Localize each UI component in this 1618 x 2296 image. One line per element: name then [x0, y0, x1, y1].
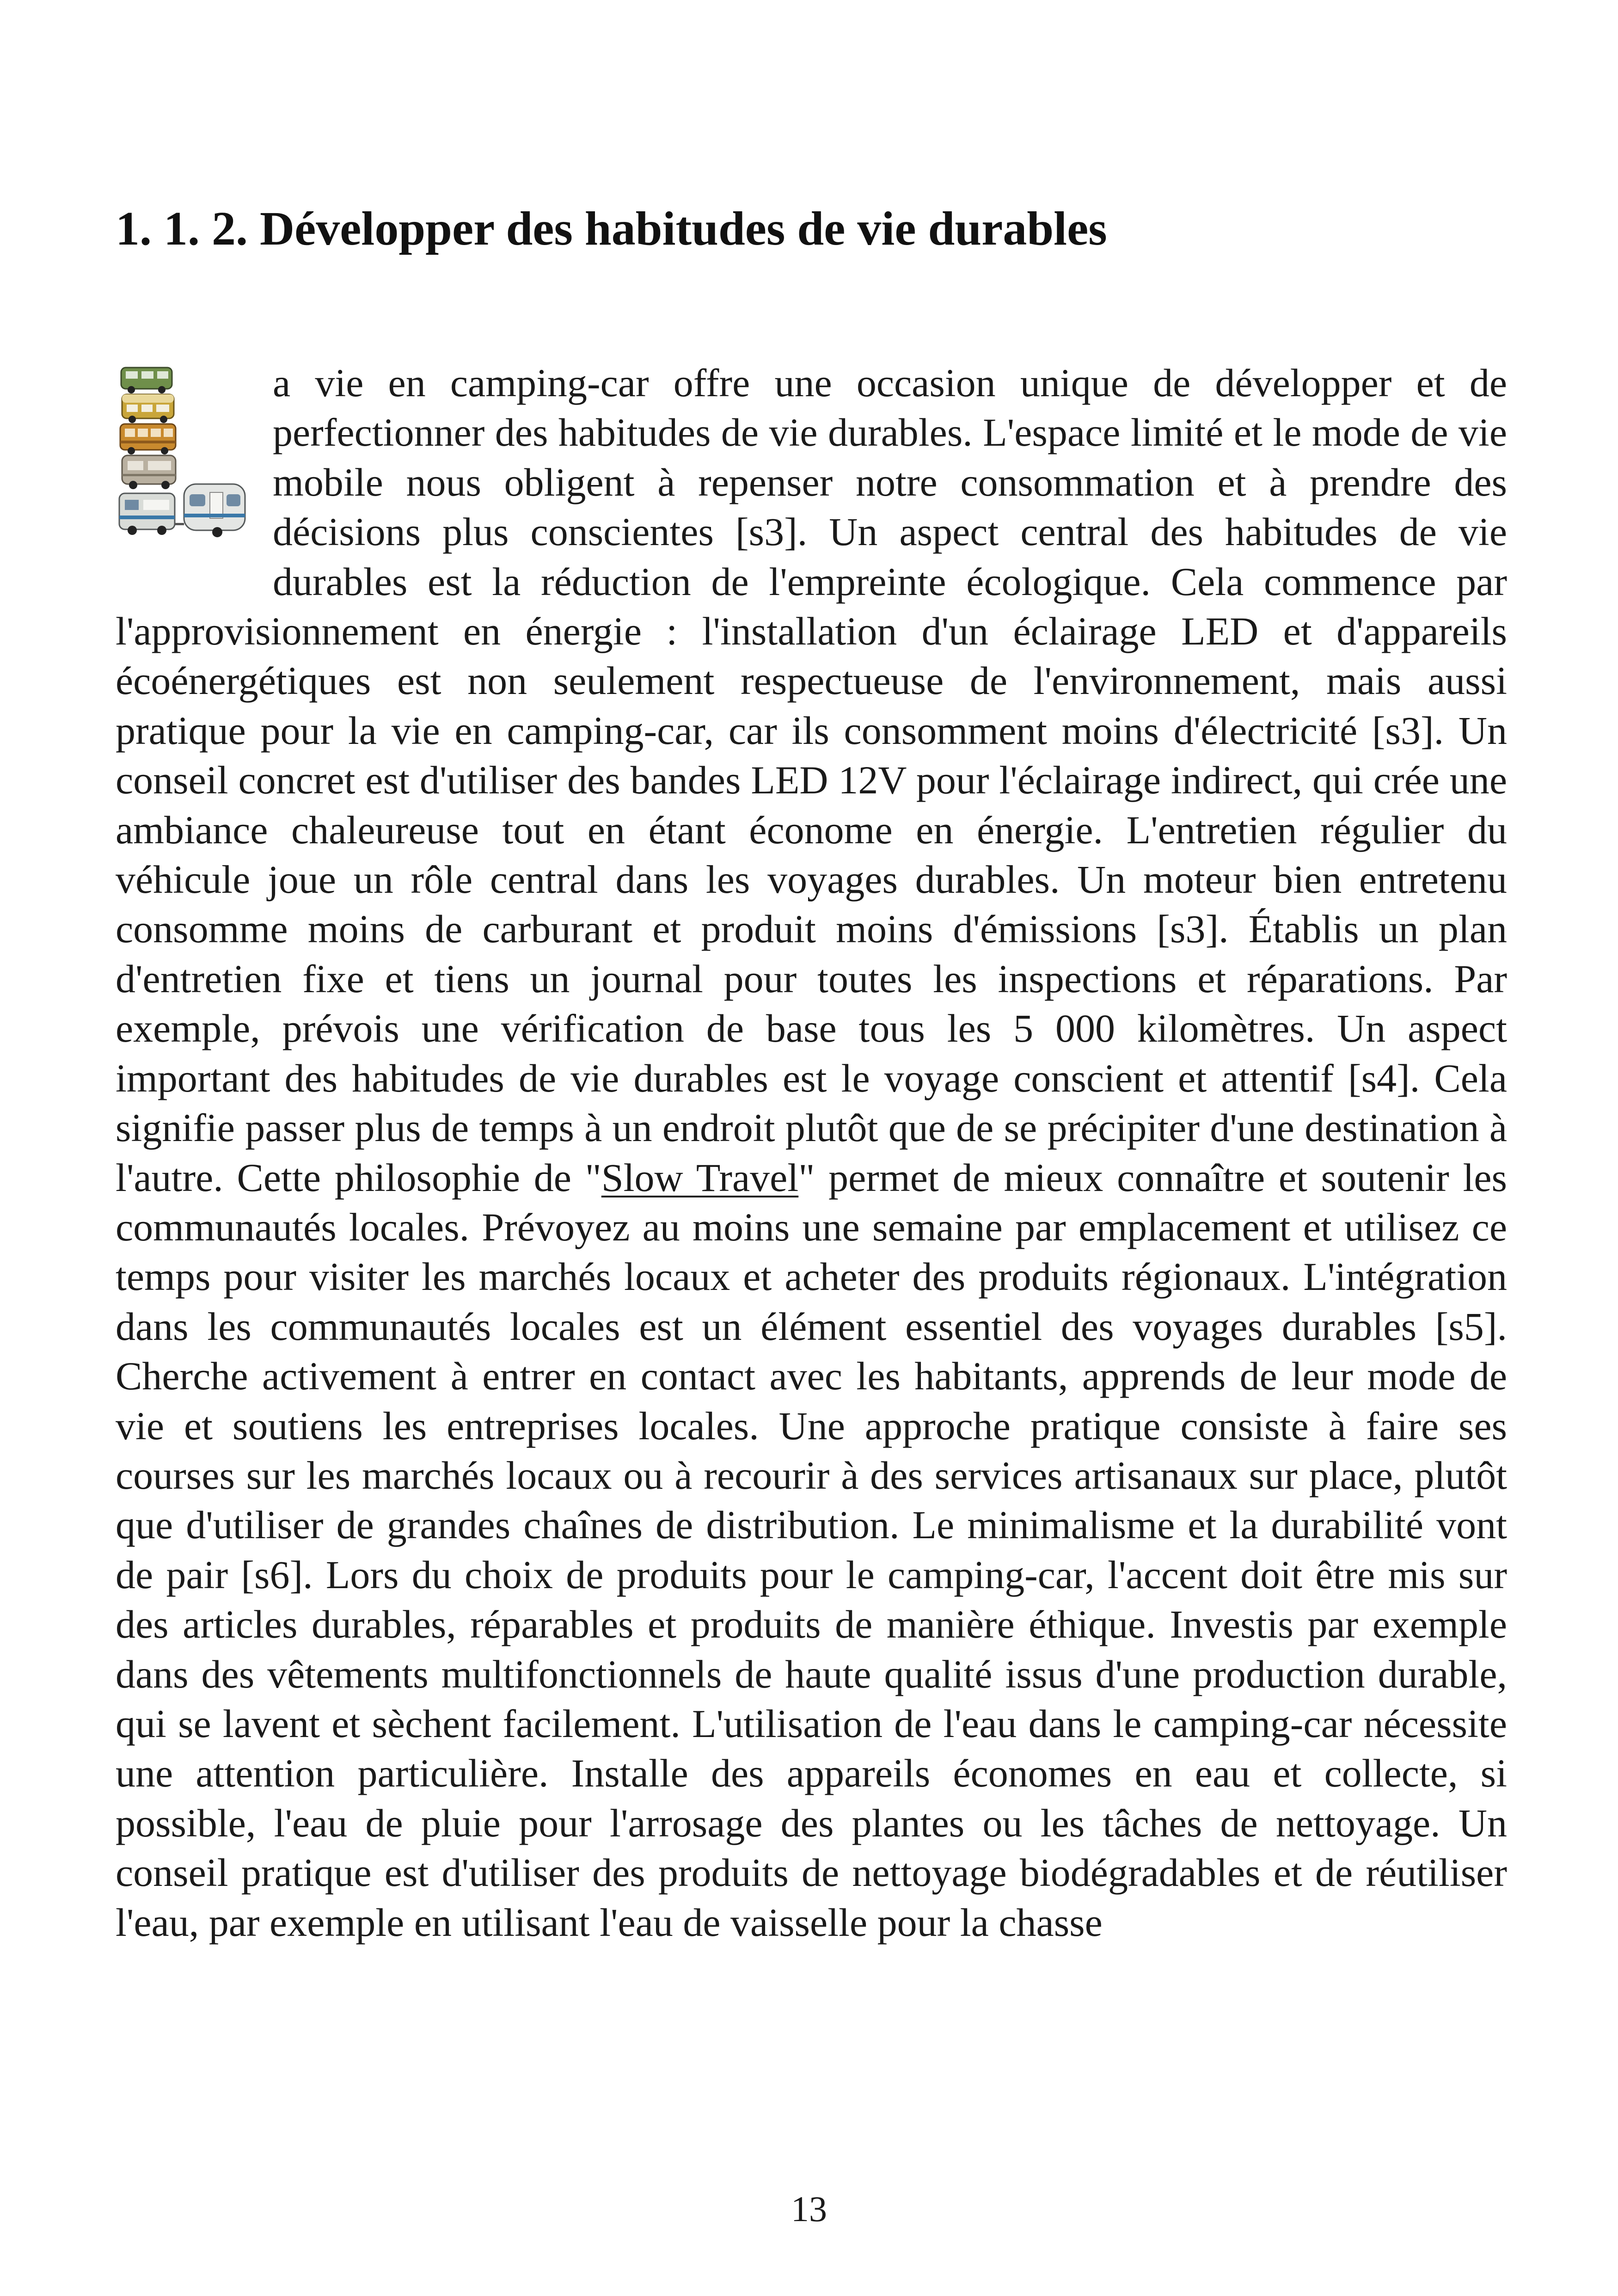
paragraph-text-part-2: " permet de mieux connaître et soutenir les communautés locales. Prévoyez au moins une semaine par emplacement et utilisez ce temps pour visiter les marchés locaux et acheter des produits régionaux. L'intégration dans les communautés locales est un élément essentiel des voyages durables [s5]. Cherche activement à entrer en contact avec les habitants, apprends de leur mode de vie et soutiens les entreprises locales. Une approche pratique consiste à faire ses courses sur les marchés locaux ou à recourir à des services artisanaux sur place, plutôt que d'utiliser de grandes chaînes de distribution. Le minimalisme et la durabilité vont de pair [s6]. Lors du choix de produits pour le camping-car, l'accent doit être mis sur des articles durables, réparables et produits de manière éthique. Investis par exemple dans des vêtements multifonctionnels de haute qualité issus d'une production durable, qui se lavent et sèchent facilement. L'utilisation de l'eau dans le camping-car nécessite une attention particulière. Installe des appareils économes en eau et collecte, si possible, l'eau de pluie pour l'arrosage des plantes ou les tâches de nettoyage. Un conseil pratique est d'utiliser des produits de nettoyage biodégradables et de réutiliser l'eau, par exemple en utilisant l'eau de vaisselle pour la chasse — [116, 1155, 1507, 1945]
dropcap-camper-vans-letter-l — [116, 363, 264, 562]
page-number: 13 — [791, 2189, 827, 2229]
body-paragraph — [116, 358, 1507, 1947]
camper-vans-illustration — [116, 363, 254, 562]
section-heading: 1. 1. 2. Développer des habitudes de vie durables — [116, 202, 1107, 255]
slow-travel-link[interactable]: Slow Travel — [601, 1155, 799, 1200]
paragraph-text-part-1: a vie en camping-car offre une occasion unique de développer et de perfectionner des habitudes de vie durables. L'espace limité et le mode de vie mobile nous obligent à repenser notre consommation et à prendre des décisions plus conscientes [s3]. Un aspect central des habitudes de vie durables est la réduction de l'empreinte écologique. Cela commence par l'approvisionnement en énergie : l'installation d'un éclairage LED et d'appareils écoénergétiques est non seulement respectueuse de l'environnement, mais aussi pratique pour la vie en camping-car, car ils consomment moins d'électricité [s3]. Un conseil concret est d'utiliser des bandes LED 12V pour l'éclairage indirect, qui crée une ambiance chaleureuse tout en étant économe en énergie. L'entretien régulier du véhicule joue un rôle central dans les voyages durables. Un moteur bien entretenu consomme moins de carburant et produit moins d'émissions [s3]. Établis un plan d'entretien fixe et tiens un journal pour toutes les inspections et réparations. Par exemple, prévois une vérification de base tous les 5 000 kilomètres. Un aspect important des habitudes de vie durables est le voyage conscient et attentif [s4]. Cela signifie passer plus de temps à un endroit plutôt que de se précipiter d'une destination à l'autre. Cette philosophie de " — [116, 361, 1507, 1200]
